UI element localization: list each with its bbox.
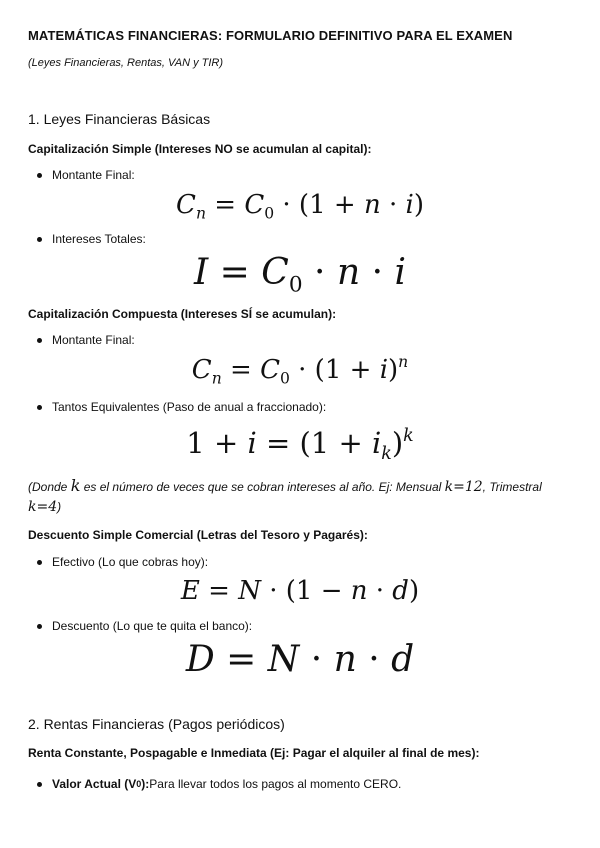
- bullet-label: Descuento (Lo que te quita el banco):: [52, 619, 253, 633]
- constant-annuity-heading: Renta Constante, Pospagable e Inmediata (Ej: Pagar el alquiler al final de mes):: [28, 746, 480, 760]
- formula-discount: D = N · n · d: [185, 639, 415, 680]
- bullet-cash-value: [37, 555, 208, 569]
- equivalent-rates-note: (Donde k es el número de veces que se cobran intereses al año. Ej: Mensual k=12, Trimestral k=4): [28, 476, 542, 515]
- bullet-simple-total-interest: [37, 232, 146, 246]
- present-value-label-end: ):: [141, 777, 150, 791]
- bullet-dot: [37, 624, 42, 629]
- bullet-present-value: Valor Actual (V 0 ): Para llevar todos los pagos al momento CERO.: [37, 777, 401, 791]
- bullet-label: Efectivo (Lo que cobras hoy):: [52, 555, 209, 569]
- bullet-dot: [37, 338, 42, 343]
- bullet-dot: [37, 560, 42, 565]
- bullet-dot: [37, 405, 42, 410]
- bullet-label: Tantos Equivalentes (Paso de anual a fraccionado):: [52, 400, 327, 414]
- formula-compound-final-amount: $C_n = C_0 \cdot (1 + i)^n$: [191, 353, 409, 388]
- bullet-dot: [37, 237, 42, 242]
- formula-simple-final-amount: $C_n = C_0 \cdot (1 + n \cdot i)$: [176, 190, 424, 223]
- document-title: MATEMÁTICAS FINANCIERAS: FORMULARIO DEFINITIVO PARA EL EXAMEN: [28, 28, 513, 43]
- formula-cash-value: E = N · (1 − n · d): [180, 576, 420, 606]
- commercial-discount-heading: Descuento Simple Comercial (Letras del Tesoro y Pagarés):: [28, 528, 368, 542]
- present-value-label: Valor Actual (V: [52, 777, 137, 791]
- section-2-heading: 2. Rentas Financieras (Pagos periódicos): [28, 716, 285, 732]
- bullet-simple-final-amount: [37, 168, 135, 182]
- document-subtitle: (Leyes Financieras, Rentas, VAN y TIR): [28, 57, 224, 69]
- section-1-heading: 1. Leyes Financieras Básicas: [28, 111, 211, 127]
- bullet-label: Montante Final:: [52, 333, 135, 347]
- compound-capitalization-heading: Capitalización Compuesta (Intereses SÍ se acumulan):: [28, 307, 337, 321]
- formula-equivalent-rates: $1 + i = (1 + i_k)^k$: [186, 425, 414, 465]
- bullet-dot: [37, 782, 42, 787]
- present-value-text: Para llevar todos los pagos al momento CERO.: [149, 777, 402, 791]
- bullet-equivalent-rates: [37, 400, 326, 414]
- bullet-label: Montante Final:: [52, 168, 135, 182]
- formula-simple-total-interest: $I = C_0 \cdot n \cdot i$: [194, 252, 406, 298]
- bullet-compound-final-amount: [37, 333, 135, 347]
- bullet-dot: [37, 173, 42, 178]
- bullet-discount: [37, 619, 252, 633]
- simple-capitalization-heading: Capitalización Simple (Intereses NO se acumulan al capital):: [28, 142, 372, 156]
- bullet-label: Intereses Totales:: [52, 232, 146, 246]
